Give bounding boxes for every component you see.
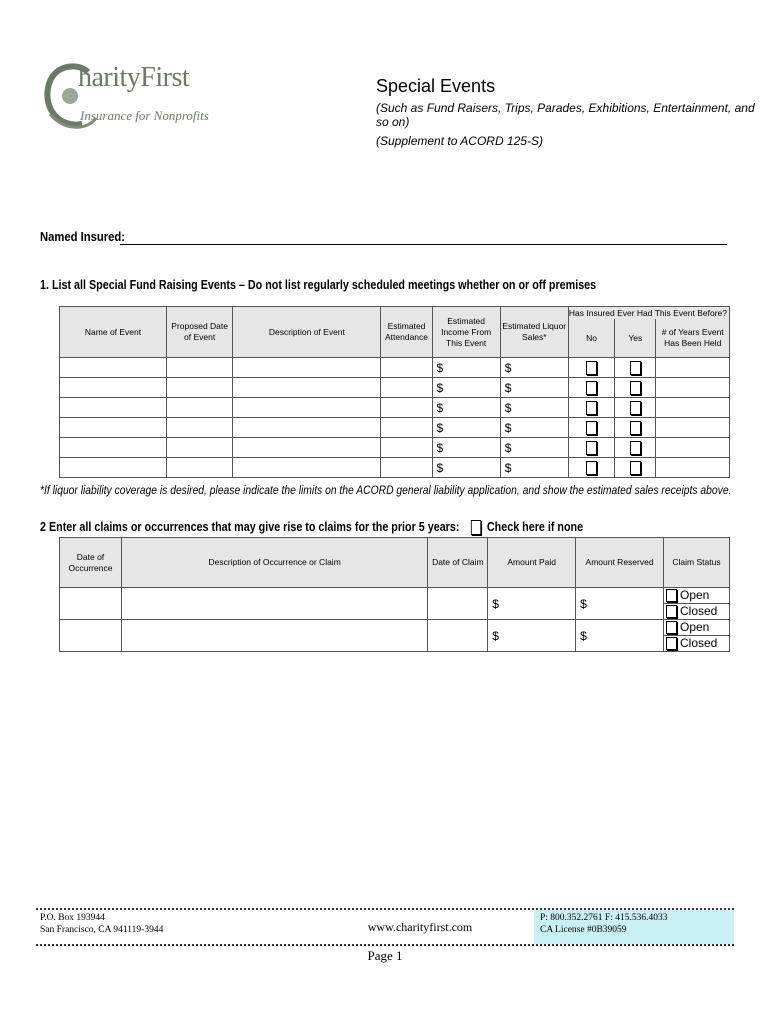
attendance-cell[interactable]: [381, 458, 432, 478]
amount-paid-cell[interactable]: $: [488, 588, 576, 620]
col-liquor: Estimated Liquor Sales*: [500, 307, 568, 358]
status-open-label: Open: [680, 620, 710, 634]
yes-cell: [615, 418, 656, 438]
col-no: No: [568, 319, 614, 358]
claim-date-occ-cell[interactable]: [60, 620, 122, 652]
table-row: [60, 358, 730, 378]
yes-cell: [615, 358, 656, 378]
event-name-cell[interactable]: [60, 378, 167, 398]
status-closed-label: Closed: [680, 636, 718, 650]
yes-checkbox[interactable]: [630, 421, 641, 435]
event-description-cell[interactable]: [233, 418, 381, 438]
amount-reserved-cell[interactable]: $: [576, 620, 664, 652]
years-cell[interactable]: [656, 458, 730, 478]
yes-checkbox[interactable]: [630, 441, 641, 455]
attendance-cell[interactable]: [381, 418, 432, 438]
phone-fax: P: 800.352.2761 F: 415.536.4033: [540, 913, 668, 923]
col-name-of-event: Name of Event: [60, 307, 167, 358]
col-amount-paid: Amount Paid: [488, 538, 576, 588]
no-checkbox[interactable]: [586, 361, 597, 375]
open-checkbox[interactable]: [666, 621, 677, 634]
status-open-label: Open: [680, 588, 710, 602]
income-cell[interactable]: $: [432, 438, 500, 458]
col-attendance: Estimated Attendance: [381, 307, 432, 358]
liquor-sales-cell[interactable]: $: [500, 418, 568, 438]
liquor-sales-cell[interactable]: $: [500, 398, 568, 418]
attendance-cell[interactable]: [381, 378, 432, 398]
no-checkbox[interactable]: [586, 461, 597, 475]
table-row: [60, 458, 730, 478]
footer-contact: [534, 910, 734, 944]
col-claim-description: Description of Occurrence or Claim: [121, 538, 427, 588]
attendance-cell[interactable]: [381, 438, 432, 458]
event-name-cell[interactable]: [60, 358, 167, 378]
named-insured-field[interactable]: [120, 244, 727, 245]
no-cell: [568, 418, 614, 438]
income-cell[interactable]: $: [432, 458, 500, 478]
income-cell[interactable]: $: [432, 358, 500, 378]
table-row: [60, 588, 730, 620]
col-yes: Yes: [615, 319, 656, 358]
col-description: Description of Event: [233, 307, 381, 358]
years-cell[interactable]: [656, 438, 730, 458]
attendance-cell[interactable]: [381, 358, 432, 378]
claim-date-cell[interactable]: [428, 588, 488, 620]
years-cell[interactable]: [656, 398, 730, 418]
event-name-cell[interactable]: [60, 418, 167, 438]
event-date-cell[interactable]: [167, 438, 233, 458]
section2-heading: [40, 520, 583, 535]
yes-cell: [615, 458, 656, 478]
claim-date-cell[interactable]: [428, 620, 488, 652]
col-years: # of Years Event Has Been Held: [656, 319, 730, 358]
income-cell[interactable]: $: [432, 378, 500, 398]
table-row: [60, 620, 730, 652]
income-cell[interactable]: $: [432, 398, 500, 418]
status-closed-label: Closed: [680, 604, 718, 618]
yes-checkbox[interactable]: [630, 401, 641, 415]
liquor-sales-cell[interactable]: $: [500, 378, 568, 398]
liquor-sales-cell[interactable]: $: [500, 358, 568, 378]
logo-tagline: Insurance for Nonprofits: [80, 108, 209, 123]
no-cell: [568, 398, 614, 418]
years-cell[interactable]: [656, 418, 730, 438]
years-cell[interactable]: [656, 378, 730, 398]
no-checkbox[interactable]: [586, 401, 597, 415]
event-description-cell[interactable]: [233, 398, 381, 418]
no-cell: [568, 438, 614, 458]
col-date-claim: Date of Claim: [428, 538, 488, 588]
table-row: [60, 438, 730, 458]
event-name-cell[interactable]: [60, 458, 167, 478]
po-box: P.O. Box 193944: [40, 913, 105, 923]
page-subtitle: (Such as Fund Raisers, Trips, Parades, Exhibitions, Entertainment, and so on): [376, 101, 755, 129]
claim-date-occ-cell[interactable]: [60, 588, 122, 620]
yes-checkbox[interactable]: [630, 361, 641, 375]
claims-table: [59, 537, 730, 652]
logo-wordmark: harityFirst: [78, 62, 190, 93]
col-group-had-before: Has Insured Ever Had This Event Before?: [568, 307, 729, 320]
no-cell: [568, 378, 614, 398]
footer-address: [36, 910, 306, 944]
page-number: Page 1: [367, 948, 403, 963]
event-description-cell[interactable]: [233, 378, 381, 398]
event-date-cell[interactable]: [167, 358, 233, 378]
table-row: [60, 398, 730, 418]
named-insured-label: Named Insured:: [40, 230, 126, 244]
no-cell: [568, 358, 614, 378]
yes-cell: [615, 438, 656, 458]
event-description-cell[interactable]: [233, 458, 381, 478]
open-checkbox[interactable]: [666, 589, 677, 602]
yes-cell: [615, 398, 656, 418]
yes-checkbox[interactable]: [630, 461, 641, 475]
check-none-label: Check here if none: [486, 520, 584, 534]
event-description-cell[interactable]: [233, 438, 381, 458]
charityfirst-logo: [40, 58, 210, 138]
amount-paid-cell[interactable]: $: [488, 620, 576, 652]
col-date-occurrence: Date of Occurrence: [60, 538, 122, 588]
col-claim-status: Claim Status: [664, 538, 730, 588]
events-table: [59, 306, 730, 478]
event-date-cell[interactable]: [167, 418, 233, 438]
license-number: CA License #0B39059: [540, 925, 627, 935]
event-description-cell[interactable]: [233, 358, 381, 378]
none-checkbox[interactable]: [471, 520, 481, 535]
amount-reserved-cell[interactable]: $: [576, 588, 664, 620]
liquor-note: *If liquor liability coverage is desired, please indicate the limits on the ACORD general liability application, and show the estimated sales receipts above.: [40, 483, 732, 497]
closed-checkbox[interactable]: [666, 637, 677, 650]
table-row: [60, 418, 730, 438]
supplement-note: (Supplement to ACORD 125-S): [376, 134, 543, 148]
liquor-sales-cell[interactable]: $: [500, 438, 568, 458]
claim-description-cell[interactable]: [121, 620, 427, 652]
yes-cell: [615, 378, 656, 398]
section1-heading: 1. List all Special Fund Raising Events – Do not list regularly scheduled meetings whether on or off premises: [40, 278, 597, 292]
income-cell[interactable]: $: [432, 418, 500, 438]
col-amount-reserved: Amount Reserved: [576, 538, 664, 588]
claim-description-cell[interactable]: [121, 588, 427, 620]
website-link[interactable]: www.charityfirst.com: [367, 920, 473, 934]
col-proposed-date: Proposed Date of Event: [167, 307, 233, 358]
page-title: Special Events: [376, 76, 496, 96]
event-date-cell[interactable]: [167, 458, 233, 478]
section2-heading-text: 2 Enter all claims or occurrences that may give rise to claims for the prior 5 years:: [40, 520, 460, 534]
table-row: [60, 378, 730, 398]
no-cell: [568, 458, 614, 478]
no-checkbox[interactable]: [586, 421, 597, 435]
years-cell[interactable]: [656, 358, 730, 378]
attendance-cell[interactable]: [381, 398, 432, 418]
closed-checkbox[interactable]: [666, 605, 677, 618]
footer-bar: [36, 908, 734, 946]
liquor-sales-cell[interactable]: $: [500, 458, 568, 478]
event-name-cell[interactable]: [60, 398, 167, 418]
no-checkbox[interactable]: [586, 441, 597, 455]
yes-checkbox[interactable]: [630, 381, 641, 395]
city-line: San Francisco, CA 941119-3944: [40, 925, 164, 935]
claim-status-cell: [664, 620, 730, 652]
claim-status-cell: [664, 588, 730, 620]
event-date-cell[interactable]: [167, 398, 233, 418]
col-income: Estimated Income From This Event: [432, 307, 500, 358]
no-checkbox[interactable]: [586, 381, 597, 395]
event-date-cell[interactable]: [167, 378, 233, 398]
event-name-cell[interactable]: [60, 438, 167, 458]
